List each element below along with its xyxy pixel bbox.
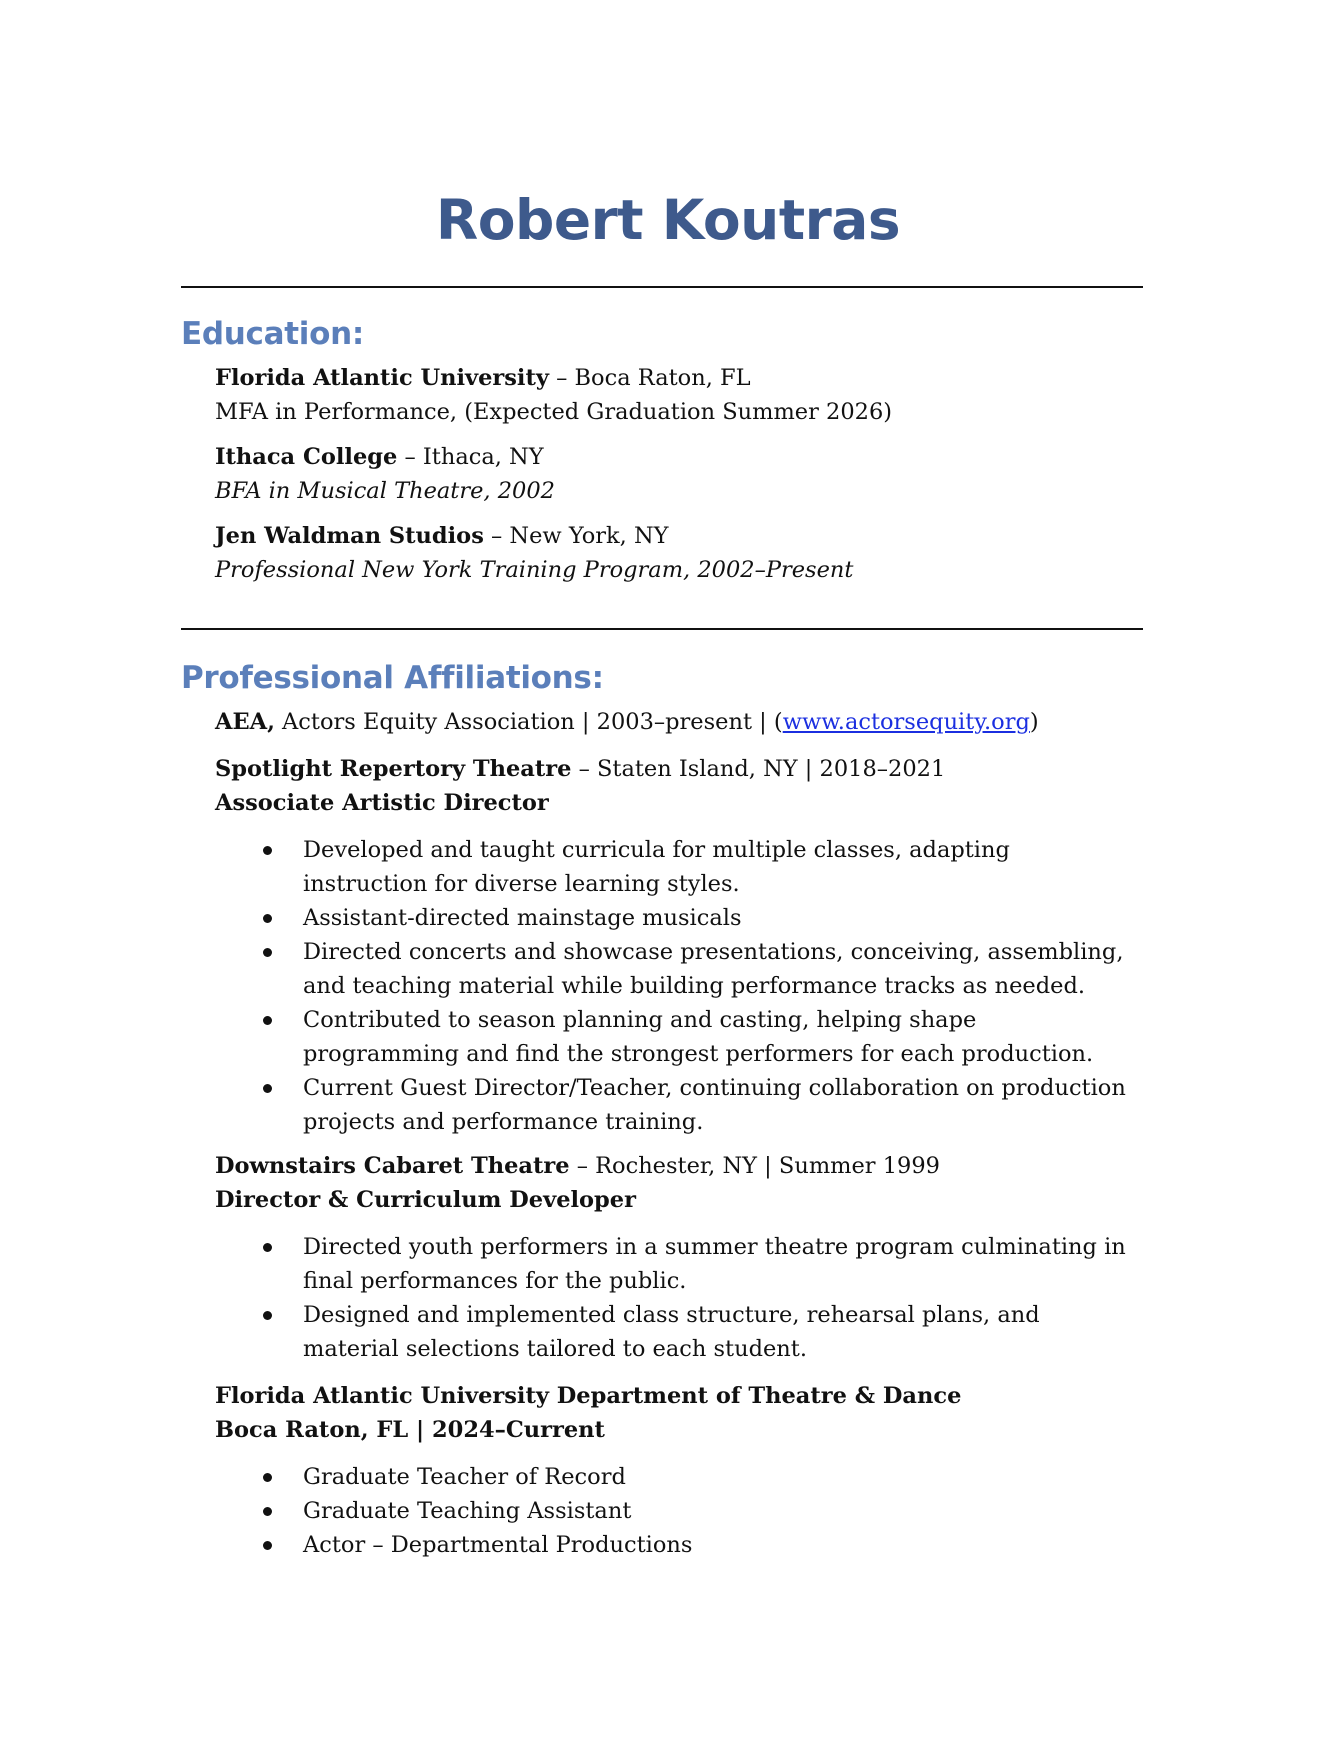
school-location: Boca Raton, FL <box>574 365 751 391</box>
separator: – <box>548 365 575 391</box>
aea-line <box>215 705 1155 739</box>
actorsequity-link[interactable]: www.actorsequity.org <box>782 709 1030 735</box>
downstairs-header <box>215 1149 1155 1217</box>
list-item: Designed and implemented class structure, rehearsal plans, and material selections tailored to each student. <box>0 1298 1133 1366</box>
aea-label: AEA, <box>215 709 275 735</box>
list-item: Current Guest Director/Teacher, continuing collaboration on production projects and performance training. <box>0 1071 1133 1139</box>
list-item: Directed concerts and showcase presentations, conceiving, assembling, and teaching material while building performance tracks as needed. <box>0 935 1133 1003</box>
education-entry <box>215 361 1155 429</box>
education-entry <box>215 519 1155 587</box>
org-detail: Boca Raton, FL | 2024–Current <box>215 1417 605 1443</box>
org-detail: – Staten Island, NY | 2018–2021 <box>571 756 946 782</box>
degree: BFA in Musical Theatre, 2002 <box>215 478 555 504</box>
school-name: Florida Atlantic University <box>215 365 549 391</box>
degree: Professional New York Training Program, 2002–Present <box>215 557 854 583</box>
org-name: Florida Atlantic University Department of Theatre & Dance <box>215 1383 962 1409</box>
list-item: Graduate Teaching Assistant <box>0 1494 1133 1528</box>
spotlight-bullets <box>0 833 1336 1139</box>
aea-close: ) <box>1029 709 1039 735</box>
school-location: New York, NY <box>509 523 669 549</box>
divider <box>181 628 1143 630</box>
org-detail: – Rochester, NY | Summer 1999 <box>569 1153 940 1179</box>
school-name: Ithaca College <box>215 444 398 470</box>
downstairs-bullets <box>0 1230 1336 1366</box>
spotlight-header <box>215 752 1155 820</box>
list-item: Contributed to season planning and casting, helping shape programming and find the strongest performers for each production. <box>0 1003 1133 1071</box>
resume-name: Robert Koutras <box>435 188 901 252</box>
separator: – <box>483 523 510 549</box>
list-item: Developed and taught curricula for multiple classes, adapting instruction for diverse learning styles. <box>0 833 1133 901</box>
education-heading: Education: <box>181 316 364 352</box>
role-title: Associate Artistic Director <box>215 790 549 816</box>
list-item: Directed youth performers in a summer theatre program culminating in final performances for the public. <box>0 1230 1133 1298</box>
education-entry <box>215 440 1155 508</box>
fau-header <box>215 1379 1155 1447</box>
school-location: Ithaca, NY <box>422 444 544 470</box>
degree: MFA in Performance, (Expected Graduation Summer 2026) <box>215 399 893 425</box>
divider <box>181 286 1143 288</box>
list-item: Graduate Teacher of Record <box>0 1460 1133 1494</box>
org-name: Downstairs Cabaret Theatre <box>215 1153 570 1179</box>
aea-text: Actors Equity Association | 2003–present | ( <box>274 709 783 735</box>
affiliations-heading: Professional Affiliations: <box>181 660 604 696</box>
fau-bullets <box>0 1460 1336 1562</box>
list-item: Assistant-directed mainstage musicals <box>0 901 1133 935</box>
role-title: Director & Curriculum Developer <box>215 1187 636 1213</box>
org-name: Spotlight Repertory Theatre <box>215 756 572 782</box>
separator: – <box>397 444 423 470</box>
school-name: Jen Waldman Studios <box>215 523 484 549</box>
list-item: Actor – Departmental Productions <box>0 1528 1133 1562</box>
